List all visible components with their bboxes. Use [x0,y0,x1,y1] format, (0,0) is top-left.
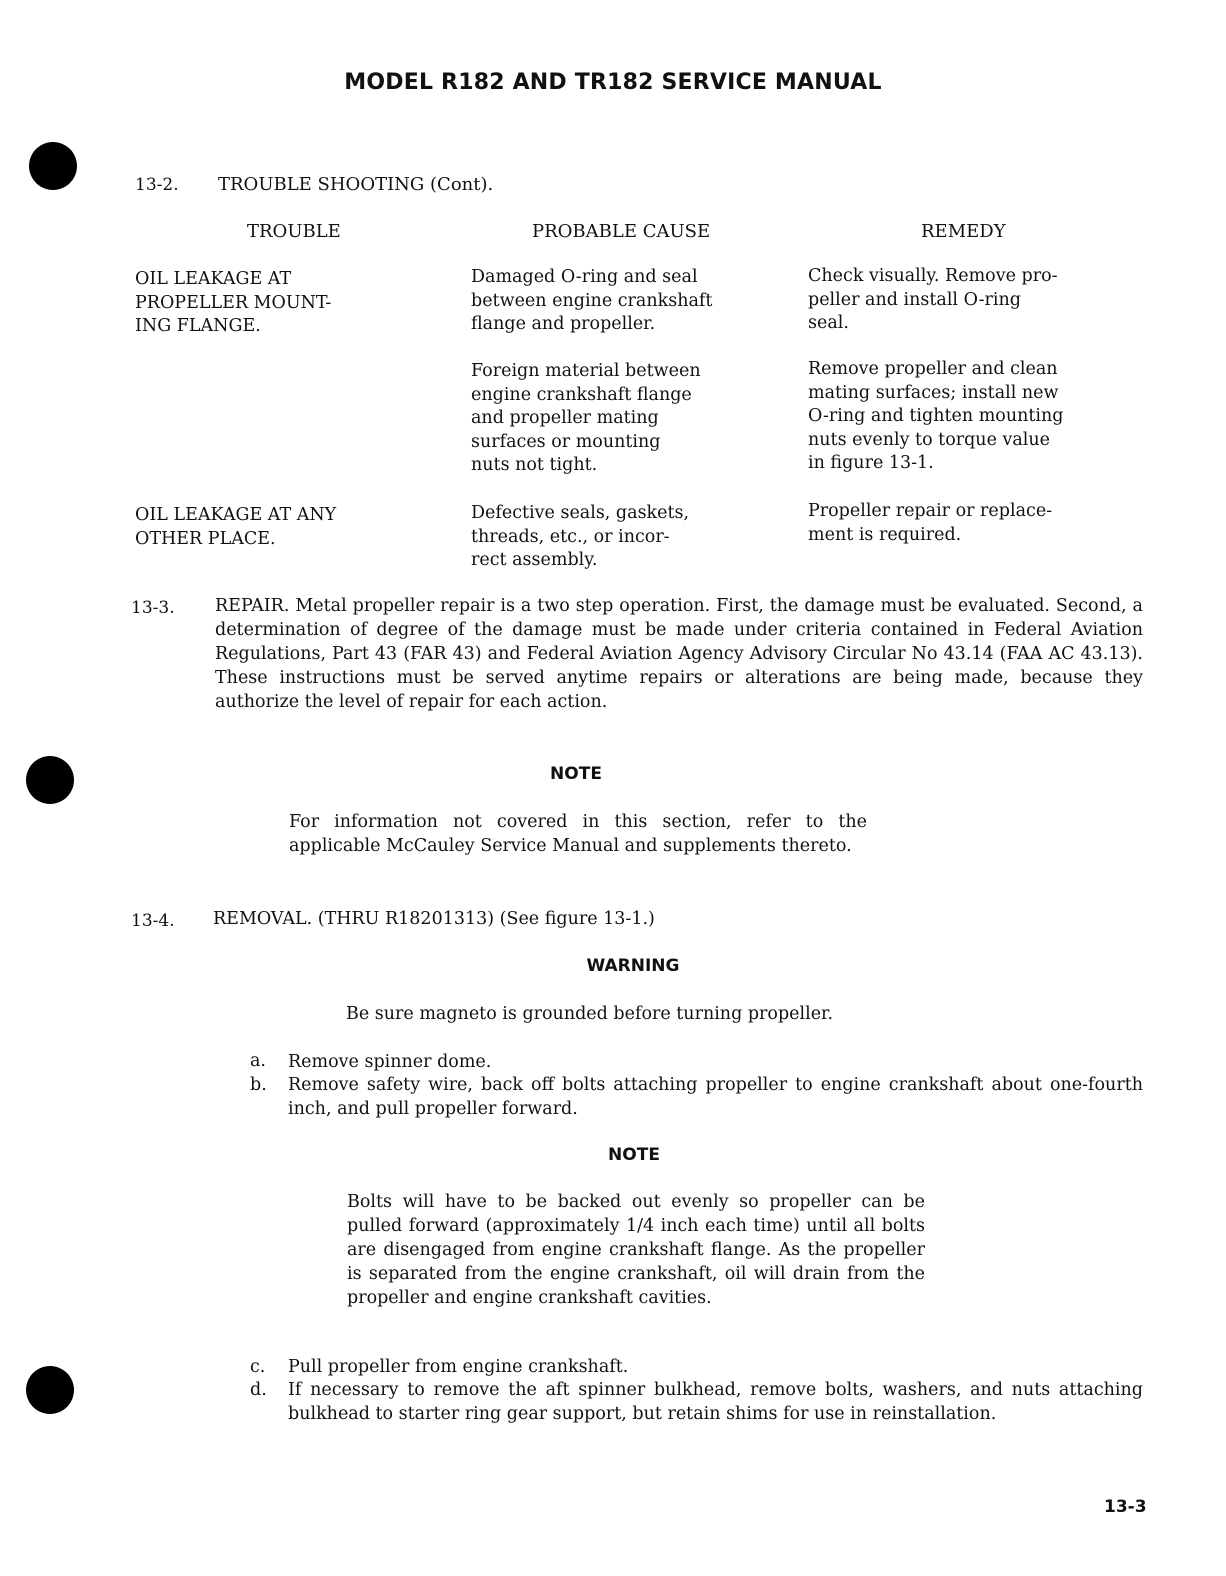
cause-cell: Damaged O-ring and seal between engine crankshaft flange and propeller. [471,267,713,334]
section-number: 13-4. [131,911,175,931]
cause-cell: Foreign material between engine crankshaft flange and propeller mating surfaces or mounting nuts not tight. [471,361,701,475]
step-text: If necessary to remove the aft spinner bulkhead, remove bolts, washers, and nuts attaching bulkhead to starter ring gear support, but retain shims for use in reinstallation. [288,1380,1143,1424]
step-text: Pull propeller from engine crankshaft. [288,1357,629,1377]
page-number: 13-3 [1104,1497,1147,1517]
step-letter: c. [250,1357,266,1377]
column-header-remedy: REMEDY [921,221,1006,242]
remedy-cell: Check visually. Remove pro- peller and install O-ring seal. [808,266,1058,333]
cause-cell: Defective seals, gaskets, threads, etc., or incor- rect assembly. [471,503,690,570]
section-number: 13-2. [135,175,179,195]
binder-hole [26,1366,74,1414]
note-text: For information not covered in this section, refer to the applicable McCauley Service Manual and supplements thereto. [289,812,867,856]
step-letter: b. [250,1075,267,1095]
trouble-cell: OIL LEAKAGE AT PROPELLER MOUNT- ING FLANGE. [135,269,332,336]
section-number: 13-3. [131,598,175,618]
warning-text: Be sure magneto is grounded before turning propeller. [346,1004,834,1024]
note-text: Bolts will have to be backed out evenly so propeller can be pulled forward (approximately 1/4 inch each time) until all bolts are disengaged from engine crankshaft flange. As the propeller is separated from the engine crankshaft, oil will drain from the propeller and engine crankshaft cavities. [347,1192,925,1308]
column-header-cause: PROBABLE CAUSE [532,221,711,242]
step-letter: d. [250,1380,267,1400]
remedy-cell: Propeller repair or replace- ment is required. [808,501,1053,545]
column-header-trouble: TROUBLE [247,221,341,242]
remedy-cell: Remove propeller and clean mating surfaces; install new O-ring and tighten mounting nuts evenly to torque value in figure 13-1. [808,359,1064,473]
step-text: Remove spinner dome. [288,1052,492,1072]
section-title: REMOVAL. (THRU R18201313) (See figure 13-1.) [213,909,655,929]
step-letter: a. [250,1051,266,1071]
step-text: Remove safety wire, back off bolts attaching propeller to engine crankshaft about one-fourth inch, and pull propeller forward. [288,1075,1143,1119]
binder-hole [29,142,77,190]
page-header: MODEL R182 AND TR182 SERVICE MANUAL [344,70,882,95]
section-title: TROUBLE SHOOTING (Cont). [218,174,494,195]
note-label: NOTE [608,1145,660,1165]
repair-paragraph: REPAIR. Metal propeller repair is a two step operation. First, the damage must be evaluated. Second, a determination of degree of the damage must be made under criteria contained in Federal Aviation Regulations, Part 43 (FAR 43) and Federal Aviation Agency Advisory Circular No 43.14 (FAA AC 43.13). These instructions must be served anytime repairs or alterations are being made, because they authorize the level of repair for each action. [215,596,1143,712]
trouble-cell: OIL LEAKAGE AT ANY OTHER PLACE. [135,505,337,549]
note-label: NOTE [550,764,602,784]
warning-label: WARNING [586,956,680,976]
